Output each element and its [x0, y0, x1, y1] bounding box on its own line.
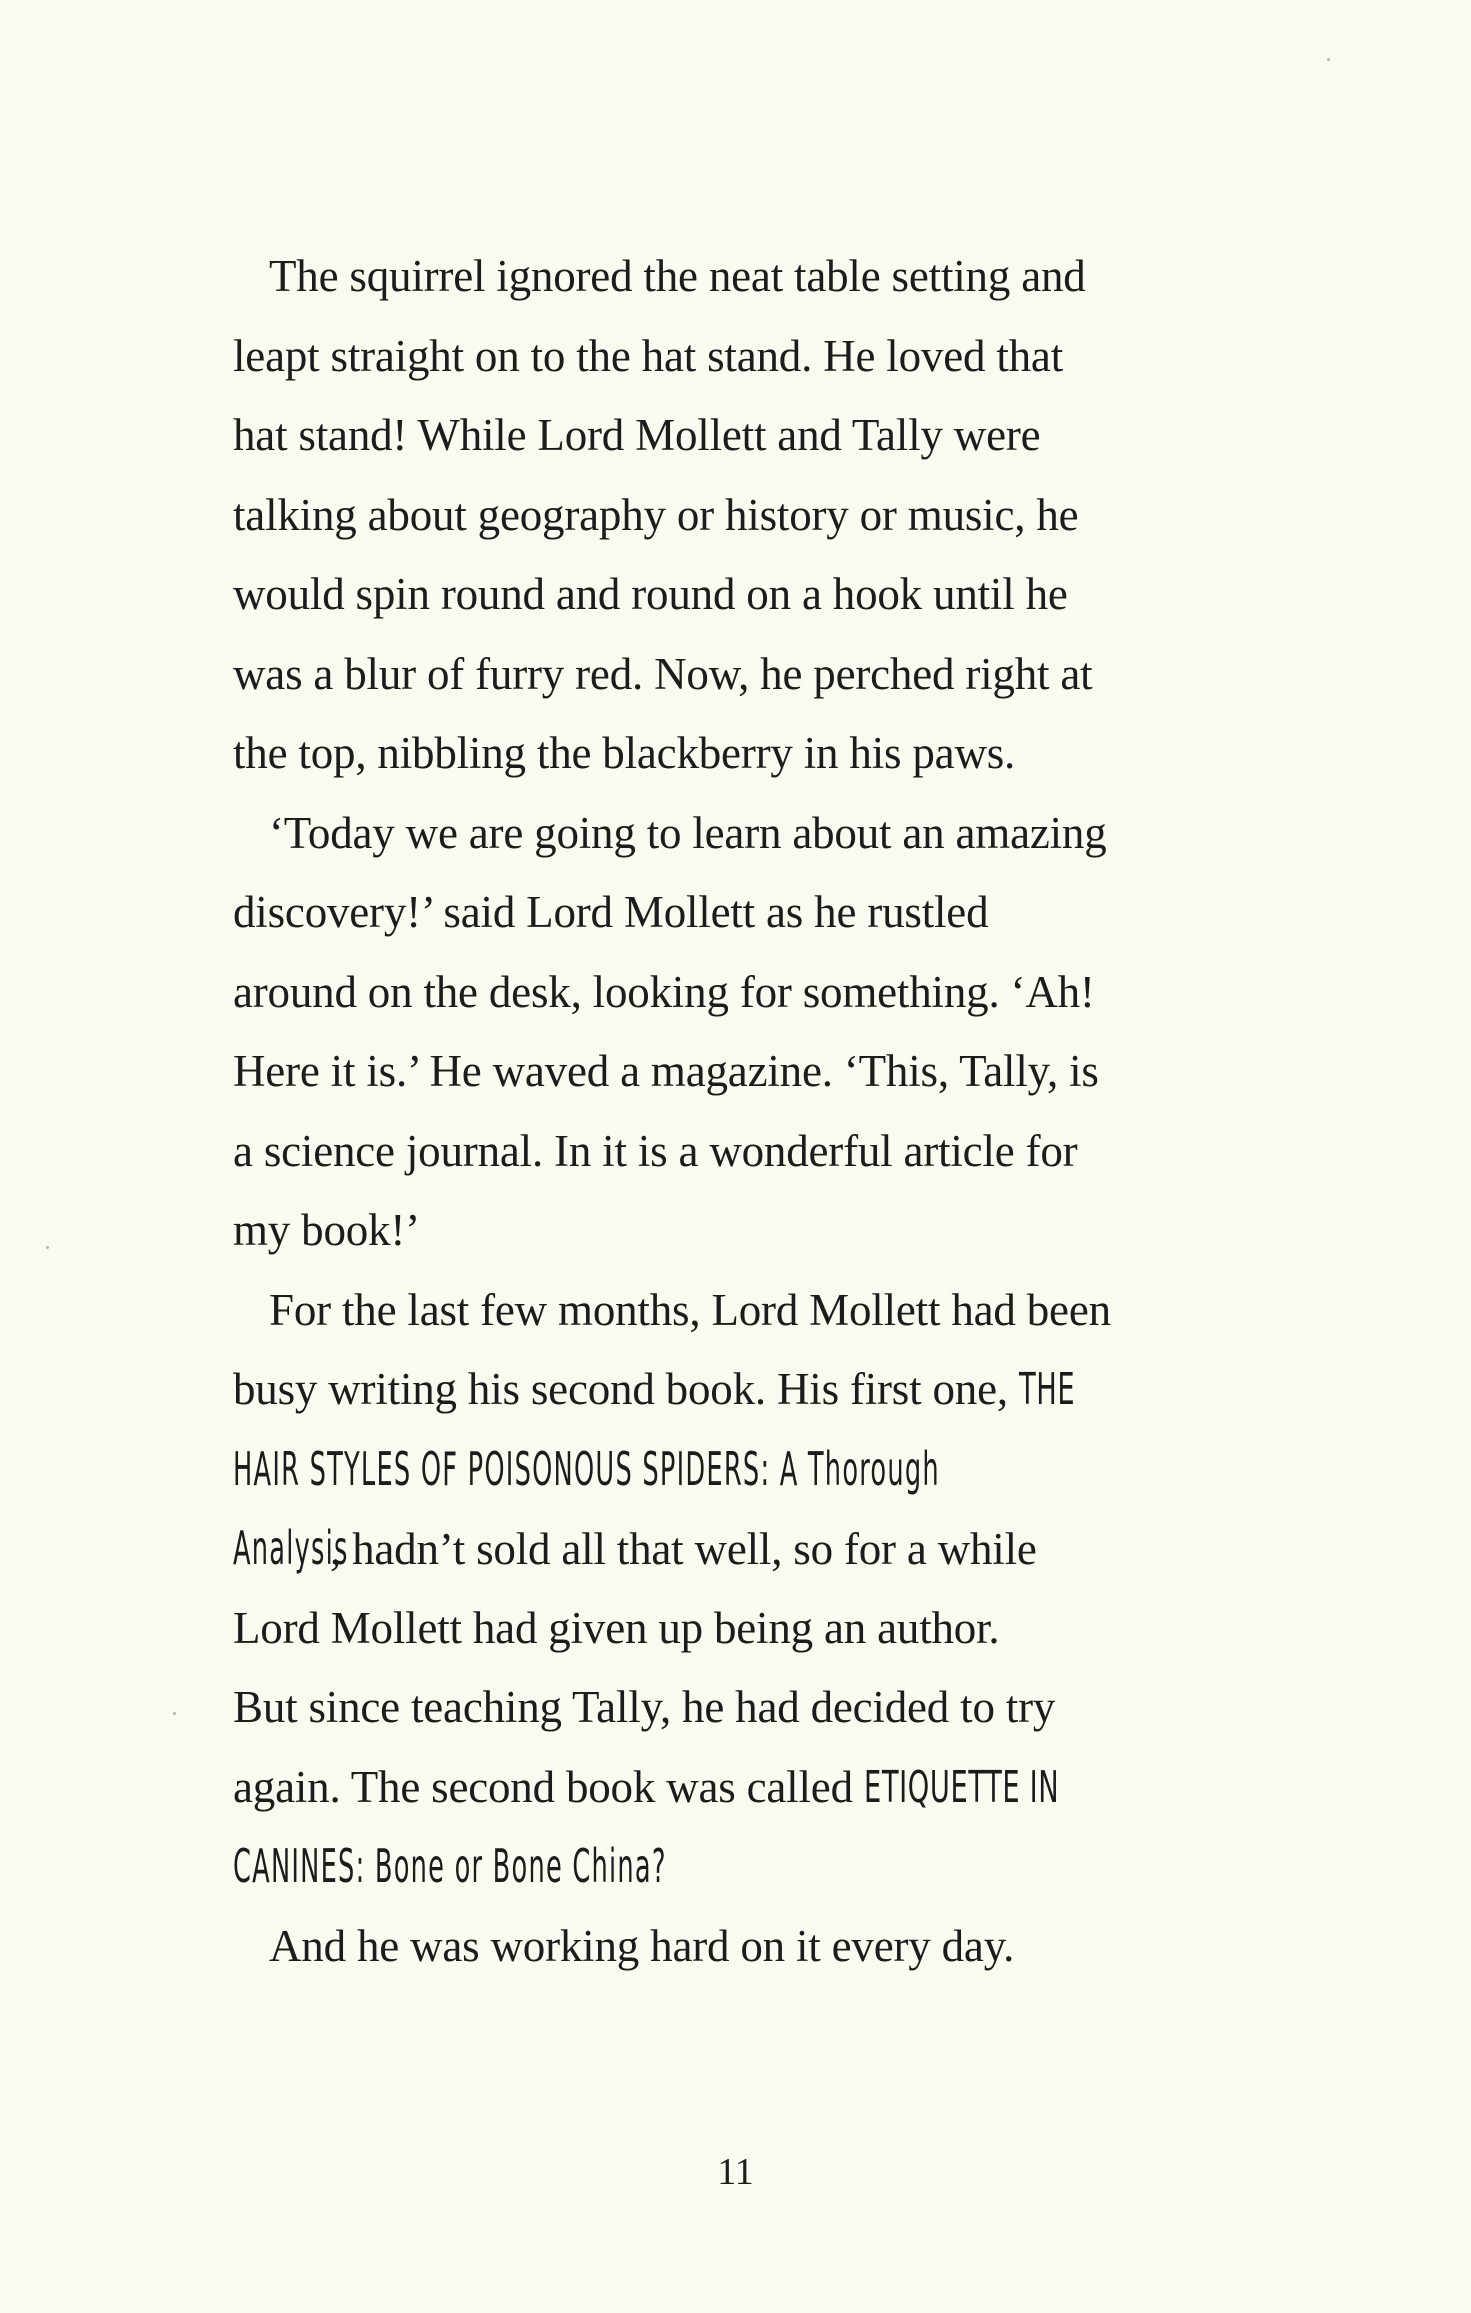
- book-title-text: ETIQUETTE IN: [863, 1761, 1060, 1813]
- page-number: 11: [717, 2151, 754, 2193]
- book-title-text: CANINES: Bone or Bone China?: [233, 1839, 667, 1893]
- book-title-text: THE: [1018, 1364, 1076, 1415]
- text-line: would spin round and round on a hook until he: [233, 569, 1068, 619]
- text-line: [233, 1509, 1253, 1589]
- text-line: leapt straight on to the hat stand. He loved that: [233, 330, 1063, 381]
- text-segment: again. The second book was called: [233, 1761, 864, 1812]
- book-title-text: HAIR STYLES OF POISONOUS SPIDERS: A Thorough: [233, 1441, 940, 1496]
- body-text: [233, 237, 1253, 1986]
- text-line: talking about geography or history or music, he: [233, 489, 1079, 540]
- text-line: The squirrel ignored the neat table setting and: [269, 251, 1086, 301]
- text-line: For the last few months, Lord Mollett had been: [269, 1284, 1111, 1335]
- text-segment: , hadn’t sold all that well, so for a while: [330, 1524, 1037, 1574]
- text-line: Here it is.’ He waved a magazine. ‘This, Tally, is: [233, 1046, 1099, 1096]
- text-line: And he was working hard on it every day.: [269, 1920, 1015, 1971]
- text-line: [233, 1350, 1253, 1430]
- text-line: hat stand! While Lord Mollett and Tally were: [233, 410, 1041, 460]
- text-line: Lord Mollett had given up being an author.: [233, 1602, 1000, 1653]
- paper-speck: [1327, 58, 1330, 61]
- text-line: was a blur of furry red. Now, he perched right at: [233, 648, 1093, 699]
- text-line: [233, 1827, 1253, 1907]
- text-line: a science journal. In it is a wonderful article for: [233, 1125, 1078, 1176]
- text-line: discovery!’ said Lord Mollett as he rustled: [233, 887, 989, 937]
- text-line: around on the desk, looking for something. ‘Ah!: [233, 966, 1095, 1017]
- title-wrap: [233, 1509, 348, 1590]
- paper-speck: [173, 1712, 176, 1715]
- text-line: my book!’: [233, 1205, 420, 1255]
- paper-speck: [46, 1246, 49, 1249]
- text-line: the top, nibbling the blackberry in his paws.: [233, 728, 1016, 778]
- text-line: [233, 1748, 1253, 1828]
- text-line: But since teaching Tally, he had decided to try: [233, 1682, 1056, 1732]
- text-line: ‘Today we are going to learn about an amazing: [269, 807, 1107, 858]
- text-line: [233, 1430, 1253, 1510]
- text-segment: busy writing his second book. His first one,: [233, 1364, 1019, 1414]
- book-title-text: Analysis: [233, 1521, 349, 1575]
